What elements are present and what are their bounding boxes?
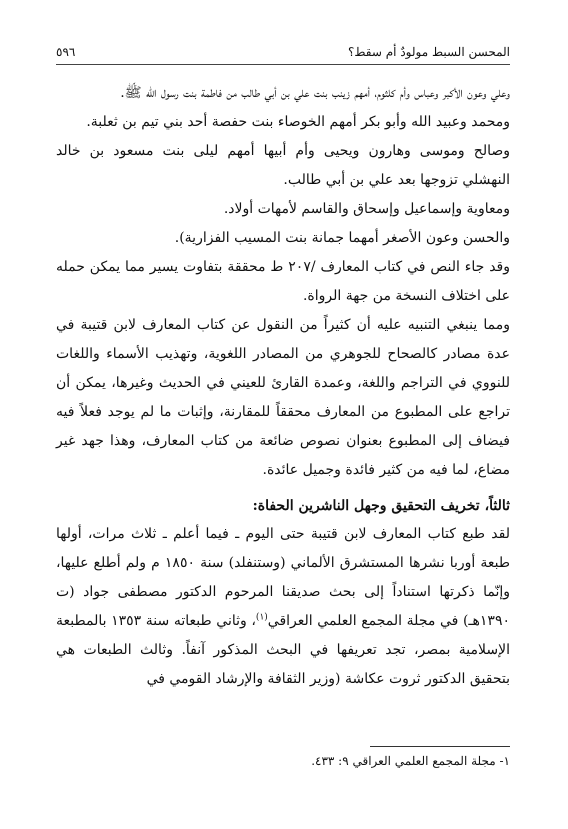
- page-number: ٥٩٦: [56, 45, 76, 59]
- paragraph: ومعاوية وإسماعيل وإسحاق والقاسم لأمهات أولاد.: [223, 201, 510, 217]
- paragraph: ومحمد وعبيد الله وأبو بكر أمهم الخوصاء بنت حفصة أحد بني تيم بن ثعلبة.: [86, 114, 510, 130]
- section-text-after-note: ، وثاني طبعاته سنة ١٣٥٣ بالمطبعة الإسلامية بمصر، تجد تعريفها في البحث المذكور آنفاً. وثالث الطبعات هي بتحقيق الدكتور ثروت عكاشة (وزير الثقافة والإرشاد القومي في: [56, 613, 510, 687]
- section-heading: ثالثاً، تخريف التحقيق وجهل الناشرين الحفاة:: [252, 498, 510, 514]
- section-paragraph: [56, 520, 510, 694]
- paragraph: ومما ينبغي التنبيه عليه أن كثيراً من النقول عن كتاب المعارف لابن قتيبة في عدة مصادر كالصحاح للجوهري من المصادر اللغوية، وتهذيب الأسماء واللغات للنووي في التراجم واللغة، وعمدة القارئ للعيني في الحديث وغيرها، يمكن أن تراجع على المطبوع من المعارف محققاً للمقارنة، وإثبات ما لم يوجد فعلاً فيه فيضاف إلى المطبوع بعنوان نصوص ضائعة من كتاب المعارف، وهذا جهد غير مضاع، لما فيه من كثير فائدة وجميل عائدة.: [56, 317, 510, 478]
- running-title: المحسن السبط مولودٌ أم سقط؟: [348, 45, 510, 59]
- section-text-before-note: لقد طبع كتاب المعارف لابن قتيبة حتى اليوم ـ فيما أعلم ـ ثلاث مرات، أولها طبعة أوربا نشرها المستشرق الألماني (وستنفلد) سنة ١٨٥٠ م ولم أطلع عليها، وإنّما ذكرتها استناداً إلى بحث صديقنا المرحوم الدكتور مصطفى جواد (ت ١٣٩٠هـ) في مجلة المجمع العلمي العراقي: [56, 526, 510, 629]
- paragraph: وصالح وموسى وهارون ويحيى وأم أبيها أمهم ليلى بنت مسعود بن خالد النهشلي تزوجها بعد علي بن أبي طالب.: [56, 143, 510, 188]
- footnote: ١- مجلة المجمع العلمي العراقي ٩: ٤٣٣.: [311, 754, 510, 768]
- footnote-divider: [370, 746, 510, 747]
- paragraph: والحسن وعون الأصغر أمهما جمانة بنت المسيب الفزارية).: [174, 230, 510, 246]
- paragraph: وقد جاء النص في كتاب المعارف /٢٠٧ ط محققة بتفاوت يسير مما يمكن حمله على اختلاف النسخة من جهة الرواة.: [56, 259, 510, 304]
- main-text: [56, 79, 510, 694]
- footnote-marker[interactable]: (١): [255, 612, 268, 623]
- paragraph: وعلي وعون الأكبر وعباس وأم كلثوم، أمهم زينب بنت علي بن أبي طالب من فاطمة بنت رسول الله ﷺ.: [120, 85, 510, 101]
- page-header: [56, 44, 510, 65]
